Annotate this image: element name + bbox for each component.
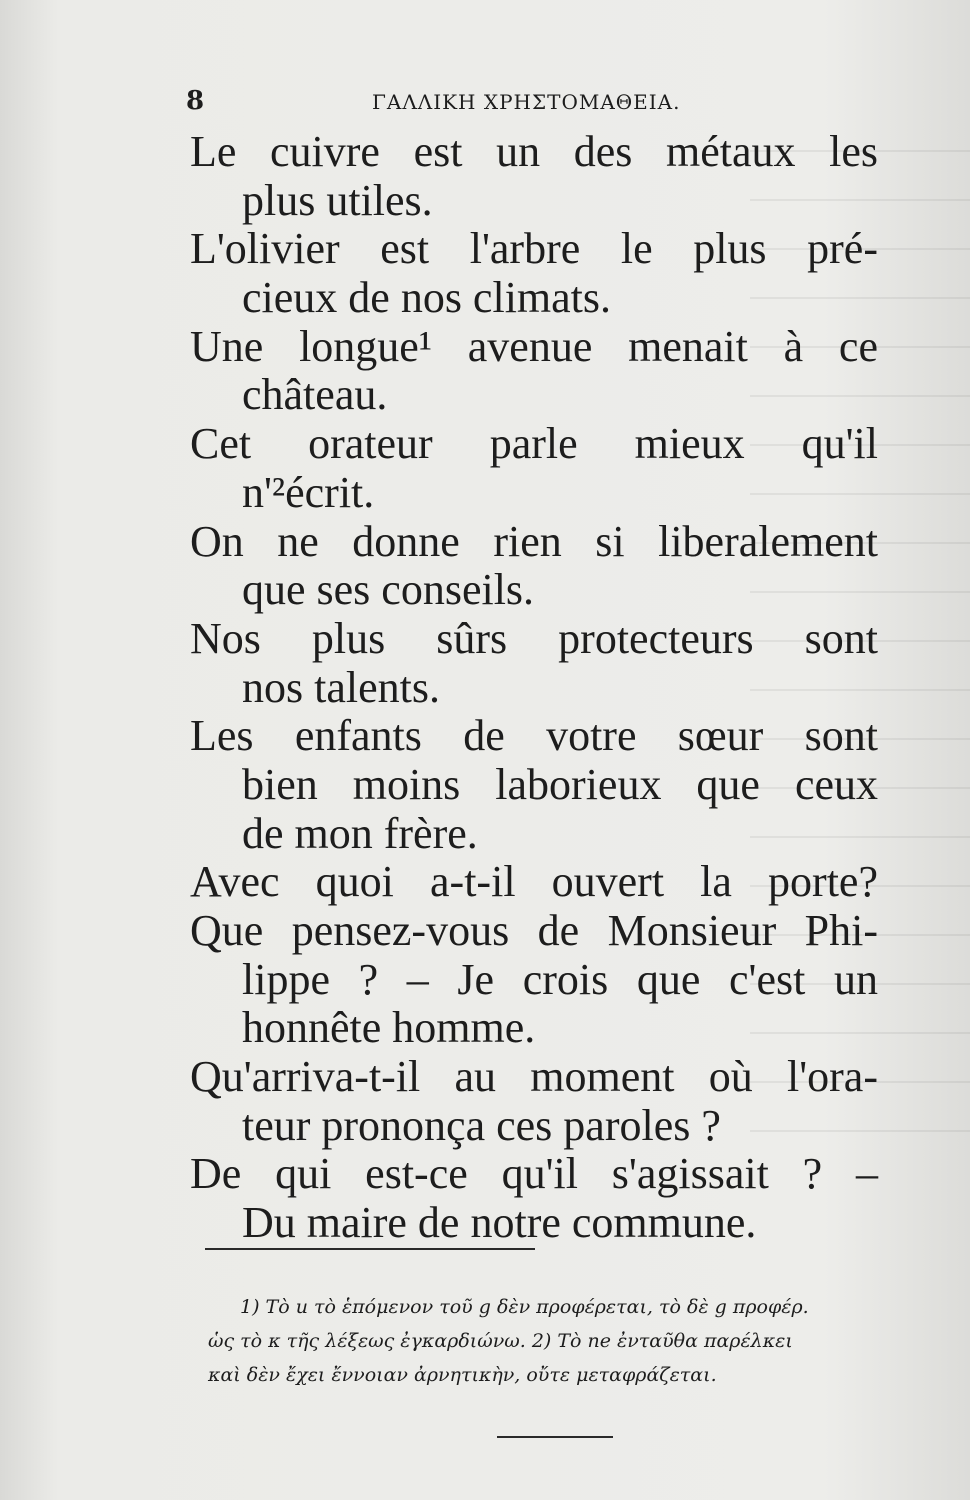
running-title: ΓΑΛΛΙΚΗ ΧΡΗΣΤΟΜΑΘΕΙΑ. xyxy=(372,90,681,114)
page-header xyxy=(186,86,746,122)
text-line: Une longue¹ avenue menait à ce xyxy=(190,321,878,371)
text-line: château. xyxy=(242,370,388,420)
text-line: L'olivier est l'arbre le plus pré- xyxy=(190,224,878,274)
footnote-line: ὡς τὸ κ τῆς λέξεως ἐγκαρδιώνω. 2) Τὸ ne ἐνταῦθα παρέλκει xyxy=(208,1330,793,1352)
text-line: honnête homme. xyxy=(242,1003,536,1053)
closing-rule xyxy=(497,1436,613,1438)
text-line: Du maire de notre commune. xyxy=(242,1198,757,1248)
text-line: lippe ? – Je crois que c'est un xyxy=(242,954,878,1004)
footnote-line: 1) Τὸ u τὸ ἑπόμενον τοῦ g δὲν προφέρεται, τὸ δὲ g προφέρ. xyxy=(240,1296,809,1318)
text-line: de mon frère. xyxy=(242,808,478,858)
text-line: plus utiles. xyxy=(242,175,433,225)
main-text xyxy=(190,128,890,1248)
text-line: nos talents. xyxy=(242,662,440,712)
text-line: teur prononça ces paroles ? xyxy=(242,1100,721,1150)
page-number: 8 xyxy=(186,86,205,116)
text-line: Que pensez-vous de Monsieur Phi- xyxy=(190,906,878,955)
text-line: Cet orateur parle mieux qu'il xyxy=(190,419,878,469)
text-line: On ne donne rien si liberalement xyxy=(190,516,878,566)
text-line: De qui est-ce qu'il s'agissait ? – xyxy=(190,1149,878,1199)
footnotes xyxy=(208,1290,898,1392)
text-line: Qu'arriva-t-il au moment où l'ora- xyxy=(190,1052,878,1102)
text-line: n'²écrit. xyxy=(242,467,375,517)
footnote-line: καὶ δὲν ἔχει ἔννοιαν ἀρνητικὴν, οὔτε μεταφράζεται. xyxy=(208,1364,717,1386)
text-line: cieux de nos climats. xyxy=(242,273,612,323)
footnote-separator xyxy=(205,1248,535,1250)
text-line: que ses conseils. xyxy=(242,565,535,615)
text-line: Nos plus sûrs protecteurs sont xyxy=(190,613,878,663)
text-line: bien moins laborieux que ceux xyxy=(242,759,878,809)
text-line: Avec quoi a-t-il ouvert la porte? xyxy=(190,857,878,907)
text-line: Le cuivre est un des métaux les xyxy=(190,127,878,176)
text-line: Les enfants de votre sœur sont xyxy=(190,711,878,761)
